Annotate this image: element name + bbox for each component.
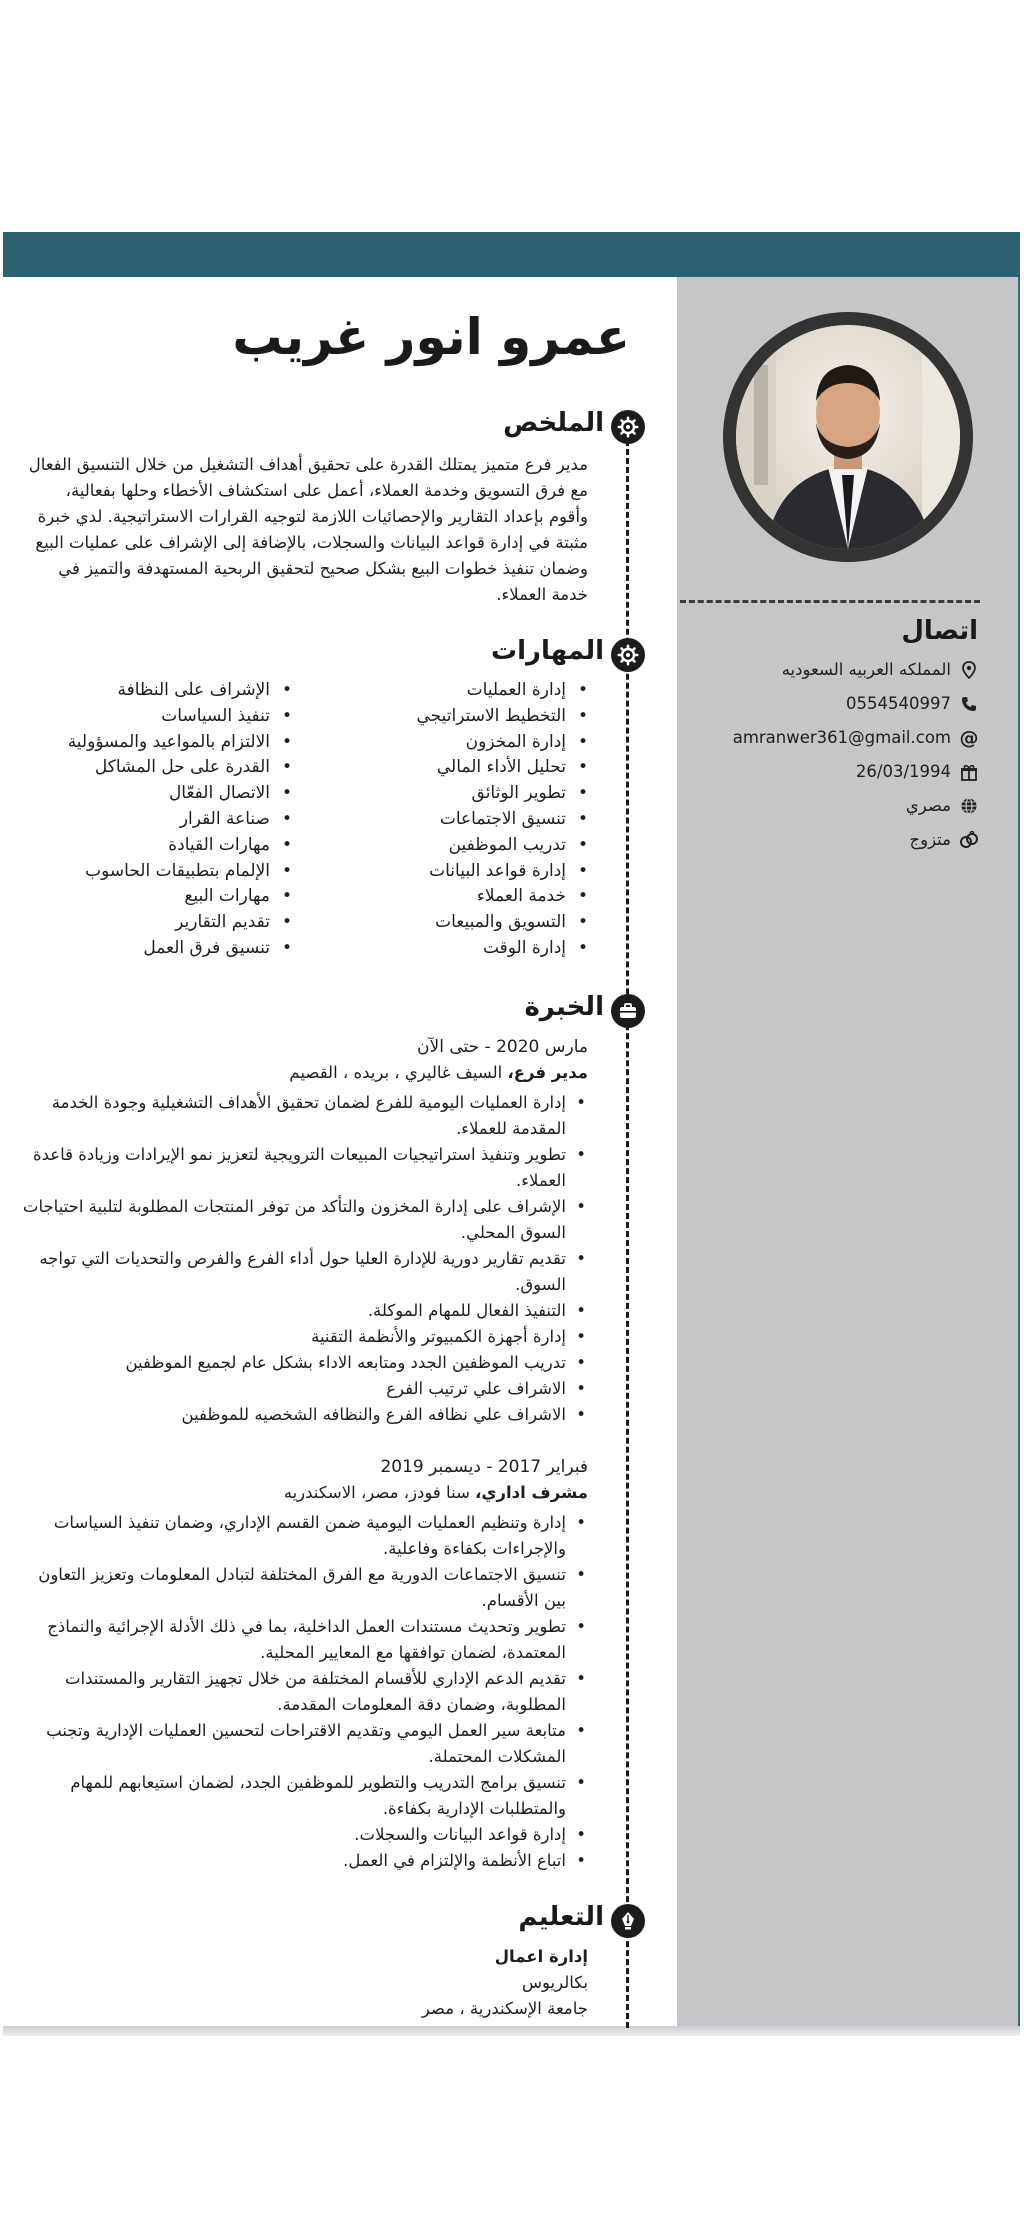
- candidate-name: عمرو انور غريب: [232, 308, 630, 366]
- job-company: سنا فودز، مصر، الاسكندريه: [283, 1483, 476, 1502]
- duty-item: • إدارة وتنظيم العمليات اليومية ضمن القسم الإداري، وضمان تنفيذ السياسات والإجراءات بكفاءة وفاعلية.: [18, 1510, 588, 1562]
- contact-marital-status: [909, 830, 951, 849]
- profile-photo-frame: [723, 312, 973, 562]
- duty-item: • تطوير وتنفيذ استراتيجيات المبيعات الترويجية لتعزيز نمو الإيرادات وزيادة قاعدة العملاء.: [18, 1142, 588, 1194]
- duty-item: • الاشراف علي ترتيب الفرع: [18, 1376, 588, 1402]
- skill-item: • مهارات القيادة: [68, 833, 292, 859]
- location-pin-icon: [959, 660, 979, 680]
- education-entry: [88, 1944, 588, 2022]
- birthdate-text: 26/03/1994: [855, 762, 951, 781]
- skill-item: • التسويق والمبيعات: [416, 910, 588, 936]
- skill-item: • تدريب الموظفين: [416, 833, 588, 859]
- skills-gear-icon: [611, 638, 645, 672]
- experience-heading: الخبرة: [524, 992, 604, 1022]
- skill-item: • تطوير الوثائق: [416, 781, 588, 807]
- rings-icon: [959, 830, 979, 850]
- job-duties: [18, 1510, 588, 1874]
- contact-heading: اتصال: [901, 616, 978, 646]
- job-date: مارس 2020 - حتى الآن: [417, 1037, 588, 1057]
- job-title-line: [18, 1480, 588, 1506]
- education-heading: التعليم: [518, 1902, 604, 1932]
- duty-item: • إدارة قواعد البيانات والسجلات.: [18, 1822, 588, 1848]
- sidebar-edge: [1018, 277, 1020, 2028]
- marital-status-text: متزوج: [909, 830, 951, 849]
- duty-item: • اتباع الأنظمة والإلتزام في العمل.: [18, 1848, 588, 1874]
- skill-item: • القدرة على حل المشاكل: [68, 755, 292, 781]
- duty-item: • إدارة العمليات اليومية للفرع لضمان تحقيق الأهداف التشغيلية وجودة الخدمة المقدمة للعملاء.: [18, 1090, 588, 1142]
- skill-item: • إدارة المخزون: [416, 730, 588, 756]
- at-sign-icon: @: [959, 726, 979, 749]
- phone-icon: [959, 694, 979, 714]
- duty-item: • التنفيذ الفعال للمهام الموكلة.: [18, 1298, 588, 1324]
- page-bottom-shadow: [3, 2026, 1020, 2036]
- contact-location: [782, 660, 951, 679]
- duty-item: • إدارة أجهزة الكمبيوتر والأنظمة التقنية: [18, 1324, 588, 1350]
- phone-text: 0554540997: [846, 694, 951, 713]
- skill-item: • إدارة الوقت: [416, 936, 588, 962]
- skill-item: • إدارة قواعد البيانات: [416, 859, 588, 885]
- location-text: المملكه العربيه السعوديه: [781, 660, 951, 679]
- job-company: السيف غاليري ، بريده ، القصيم: [289, 1063, 508, 1082]
- duty-item: • تقديم تقارير دورية للإدارة العليا حول أداء الفرع والفرص والتحديات التي تواجه السوق.: [18, 1246, 588, 1298]
- summary-text: مدير فرع متميز يمتلك القدرة على تحقيق أهداف التشغيل من خلال التنسيق الفعال مع فرق التسويق وخدمة العملاء، أعمل على استكشاف الأخطاء وحلها بفعالية، وأقوم بإعداد التقارير والإحصائيات اللازمة لتوجيه القرارات الاستراتيجية. لدي خبرة مثبتة في إدارة قواعد البيانات والسجلات، بالإضافة إلى الإشراف على عمليات البيع وضمان تنفيذ خطوات البيع بشكل صحيح لتحقيق الربحية المستهدفة والتميز في خدمة العملاء.: [28, 455, 588, 604]
- skill-item: • الالتزام بالمواعيد والمسؤولية: [68, 730, 292, 756]
- job-entry-1: [18, 1034, 588, 1428]
- skill-item: • مهارات البيع: [68, 884, 292, 910]
- education-degree: بكالريوس: [521, 1973, 588, 1992]
- contact-phone: [846, 694, 951, 713]
- education-field: إدارة اعمال: [494, 1947, 588, 1966]
- skill-item: • تنفيذ السياسات: [68, 704, 292, 730]
- job-duties: [18, 1090, 588, 1428]
- gear-icon: [611, 410, 645, 444]
- email-text[interactable]: amranwer361@gmail.com: [732, 728, 951, 747]
- contact-nationality: [906, 796, 951, 815]
- pen-nib-icon: [611, 1904, 645, 1938]
- duty-item: • تقديم الدعم الإداري للأقسام المختلفة من خلال تجهيز التقارير والمستندات المطلوبة، وضمان دقة المعلومات المقدمة.: [18, 1666, 588, 1718]
- job-entry-2: [18, 1454, 588, 1874]
- skill-item: • تقديم التقارير: [68, 910, 292, 936]
- duty-item: • تنسيق الاجتماعات الدورية مع الفرق المختلفة لتبادل المعلومات وتعزيز التعاون بين الأقسام.: [18, 1562, 588, 1614]
- skill-item: • تنسيق الاجتماعات: [416, 807, 588, 833]
- globe-icon: [959, 796, 979, 816]
- skill-item: • تنسيق فرق العمل: [68, 936, 292, 962]
- timeline-line: [626, 440, 629, 2028]
- nationality-text: مصري: [905, 796, 951, 815]
- header-bar: [3, 232, 1020, 277]
- summary-heading: الملخص: [503, 408, 604, 438]
- contact-email[interactable]: [732, 726, 979, 749]
- contact-birthdate: [856, 762, 951, 781]
- job-date: فبراير 2017 - ديسمبر 2019: [380, 1457, 588, 1477]
- skills-list-primary: [416, 678, 588, 962]
- skill-item: • إدارة العمليات: [416, 678, 588, 704]
- duty-item: • تدريب الموظفين الجدد ومتابعه الاداء بشكل عام لجميع الموظفين: [18, 1350, 588, 1376]
- briefcase-icon: [611, 994, 645, 1028]
- skills-heading: المهارات: [490, 636, 604, 666]
- skill-item: • التخطيط الاستراتيجي: [416, 704, 588, 730]
- duty-item: • الإشراف على إدارة المخزون والتأكد من توفر المنتجات المطلوبة لتلبية احتياجات السوق المحلي.: [18, 1194, 588, 1246]
- duty-item: • تنسيق برامج التدريب والتطوير للموظفين الجدد، لضمان استيعابهم للمهام والمتطلبات الإدارية بكفاءة.: [18, 1770, 588, 1822]
- job-title: مشرف اداري،: [475, 1483, 588, 1502]
- skill-item: • تحليل الأداء المالي: [416, 755, 588, 781]
- skill-item: • الإشراف على النظافة: [68, 678, 292, 704]
- job-title: مدير فرع،: [507, 1063, 588, 1082]
- skill-item: • صناعة القرار: [68, 807, 292, 833]
- skill-item: • الاتصال الفعّال: [68, 781, 292, 807]
- duty-item: • الاشراف علي نظافه الفرع والنظافه الشخصيه للموظفين: [18, 1402, 588, 1428]
- gift-icon: [959, 762, 979, 782]
- skill-item: • خدمة العملاء: [416, 884, 588, 910]
- duty-item: • تطوير وتحديث مستندات العمل الداخلية، بما في ذلك الأدلة الإجرائية والنماذج المعتمدة، لضمان توافقها مع المعايير المحلية.: [18, 1614, 588, 1666]
- duty-item: • متابعة سير العمل اليومي وتقديم الاقتراحات لتحسين العمليات الإدارية وتجنب المشكلات المحتملة.: [18, 1718, 588, 1770]
- profile-photo: [736, 325, 960, 549]
- sidebar-divider: [680, 600, 980, 603]
- skill-item: • الإلمام بتطبيقات الحاسوب: [68, 859, 292, 885]
- job-title-line: [18, 1060, 588, 1086]
- education-university: جامعة الإسكندرية ، مصر: [421, 1999, 588, 2018]
- skills-list-secondary: [68, 678, 292, 962]
